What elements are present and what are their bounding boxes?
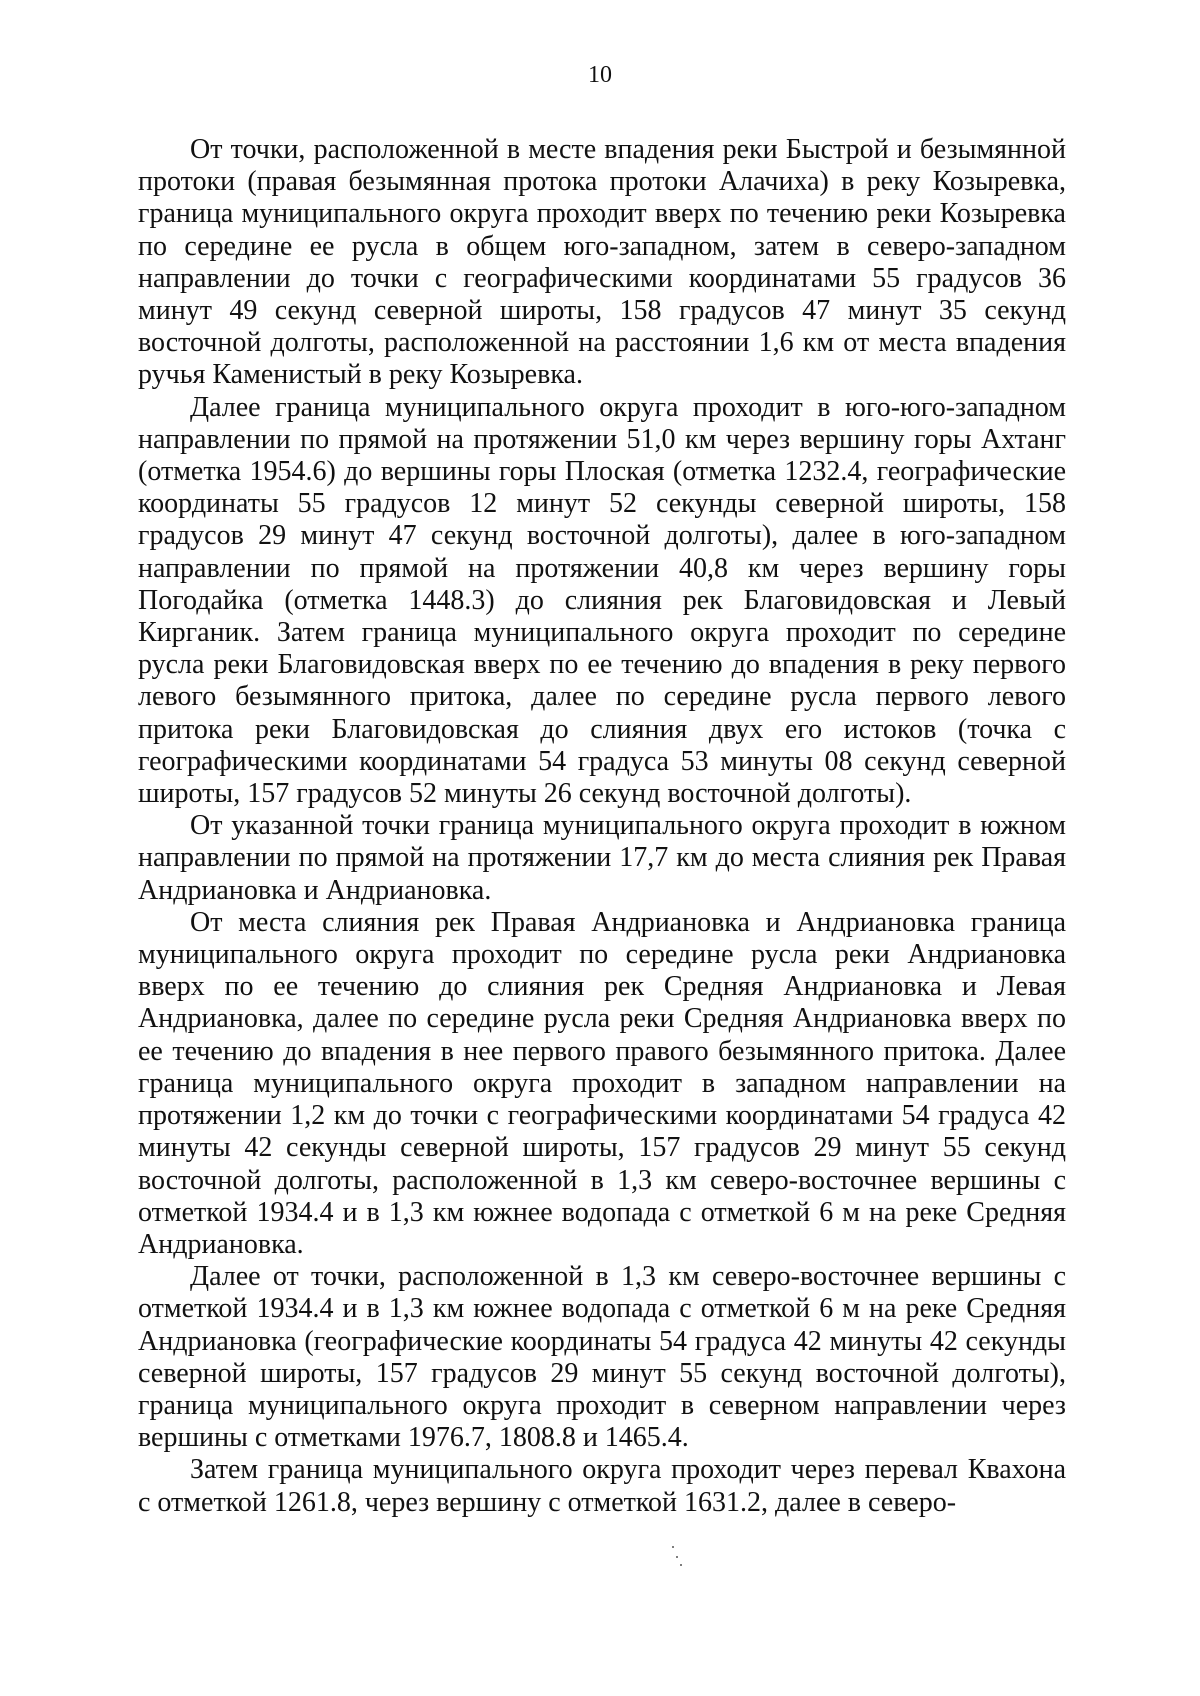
paragraph-5: Далее от точки, расположенной в 1,3 км северо-восточнее вершины с отметкой 1934.4 и в 1,3 км южнее водопада с отметкой 6 м на реке Средняя Андриановка (географические координаты 54 градуса 42 минуты 42 секунды северной широты, 157 градусов 29 минут 55 секунд восточной долготы), граница муниципального округа проходит в северном направлении через вершины с отметками 1976.7, 1808.8 и 1465.4. (138, 1261, 1066, 1454)
scan-speck (672, 1546, 674, 1548)
page-number: 10 (588, 62, 612, 88)
paragraph-2: Далее граница муниципального округа проходит в юго-юго-западном направлении по прямой на протяжении 51,0 км через вершину горы Ахтанг (отметка 1954.6) до вершины горы Плоская (отметка 1232.4, географические координаты 55 градусов 12 минут 52 секунды северной широты, 158 градусов 29 минут 47 секунд восточной долготы), далее в юго-западном направлении по прямой на протяжении 40,8 км через вершину горы Погодайка (отметка 1448.3) до слияния рек Благовидовская и Левый Кирганик. Затем граница муниципального округа проходит по середине русла реки Благовидовская вверх по ее течению до впадения в реку первого левого безымянного притока, далее по середине русла первого левого притока реки Благовидовская до слияния двух его истоков (точка с географическими координатами 54 градуса 53 минуты 08 секунд северной широты, 157 градусов 52 минуты 26 секунд восточной долготы). (138, 391, 1066, 810)
paragraph-3: От указанной точки граница муниципального округа проходит в южном направлении по прямой на протяжении 17,7 км до места слияния рек Правая Андриановка и Андриановка. (138, 810, 1066, 906)
body-text (138, 134, 1066, 1519)
scan-speck (680, 1564, 682, 1566)
paragraph-4: От места слияния рек Правая Андриановка и Андриановка граница муниципального округа проходит по середине русла реки Андриановка вверх по ее течению до слияния рек Средняя Андриановка и Левая Андриановка, далее по середине русла реки Средняя Андриановка вверх по ее течению до впадения в нее первого правого безымянного притока. Далее граница муниципального округа проходит в западном направлении на протяжении 1,2 км до точки с географическими координатами 54 градуса 42 минуты 42 секунды северной широты, 157 градусов 29 минут 55 секунд восточной долготы, расположенной в 1,3 км северо-восточнее вершины с отметкой 1934.4 и в 1,3 км южнее водопада с отметкой 6 м на реке Средняя Андриановка. (138, 906, 1066, 1260)
paragraph-6: Затем граница муниципального округа проходит через перевал Квахона с отметкой 1261.8, через вершину с отметкой 1631.2, далее в северо- (138, 1454, 1066, 1518)
paragraph-1: От точки, расположенной в месте впадения реки Быстрой и безымянной протоки (правая безымянная протока протоки Алачиха) в реку Козыревка, граница муниципального округа проходит вверх по течению реки Козыревка по середине ее русла в общем юго-западном, затем в северо-западном направлении до точки с географическими координатами 55 градусов 36 минут 49 секунд северной широты, 158 градусов 47 минут 35 секунд восточной долготы, расположенной на расстоянии 1,6 км от места впадения ручья Каменистый в реку Козыревка. (138, 134, 1066, 391)
scan-speck (676, 1556, 678, 1558)
